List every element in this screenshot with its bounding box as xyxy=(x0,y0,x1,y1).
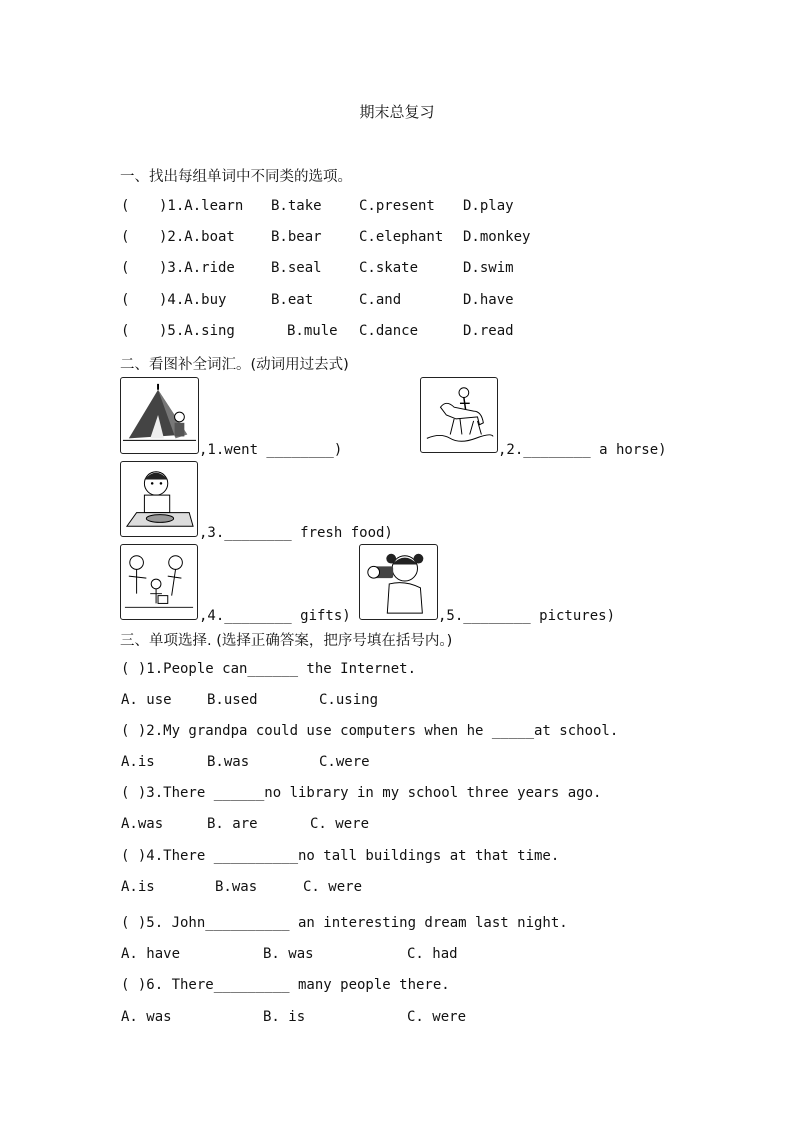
option-d: D.play xyxy=(463,198,514,214)
choice-b: B.used xyxy=(207,692,258,708)
girl-camera-icon xyxy=(359,544,438,620)
answer-paren[interactable]: ( xyxy=(121,323,130,339)
choice-c: C.using xyxy=(319,692,379,708)
choice-b: B. are xyxy=(207,816,258,832)
choice-b: B.was xyxy=(215,879,258,895)
option-c: C.skate xyxy=(359,260,419,276)
option-d: D.monkey xyxy=(463,229,531,245)
section-2-heading: 二、看图补全词汇。(动词用过去式) xyxy=(120,357,349,373)
answer-paren[interactable]: ( xyxy=(121,260,130,276)
choice-a: A. was xyxy=(121,1009,172,1025)
option-d: D.read xyxy=(463,323,514,339)
choice-a: A. use xyxy=(121,692,172,708)
option-a: )3.A.ride xyxy=(159,260,235,276)
question-1[interactable]: ( )1.People can______ the Internet. xyxy=(121,661,417,677)
choice-b: B.was xyxy=(207,754,250,770)
choice-c: C. were xyxy=(407,1009,467,1025)
boy-eating-icon xyxy=(120,461,198,537)
option-d: D.have xyxy=(463,292,514,308)
choice-a: A. have xyxy=(121,946,181,962)
question-6[interactable]: ( )6. There_________ many people there. xyxy=(121,977,450,993)
option-c: C.dance xyxy=(359,323,419,339)
blank-item-1[interactable]: ,1.went ________) xyxy=(199,442,343,458)
option-a: )5.A.sing xyxy=(159,323,235,339)
choice-b: B. is xyxy=(263,1009,306,1025)
answer-paren[interactable]: ( xyxy=(121,198,130,214)
answer-paren[interactable]: ( xyxy=(121,292,130,308)
option-a: )2.A.boat xyxy=(159,229,235,245)
option-c: C.present xyxy=(359,198,435,214)
choice-a: A.is xyxy=(121,754,155,770)
option-b: B.eat xyxy=(271,292,314,308)
option-b: B.bear xyxy=(271,229,322,245)
blank-item-5[interactable]: ,5.________ pictures) xyxy=(438,608,616,624)
question-2[interactable]: ( )2.My grandpa could use computers when he _____at school. xyxy=(121,723,619,739)
choice-a: A.is xyxy=(121,879,155,895)
option-d: D.swim xyxy=(463,260,514,276)
choice-c: C. were xyxy=(310,816,370,832)
choice-b: B. was xyxy=(263,946,314,962)
page-title: 期末总复习 xyxy=(359,103,435,121)
choice-c: C. were xyxy=(303,879,363,895)
section-1-heading: 一、找出每组单词中不同类的选项。 xyxy=(120,169,352,185)
option-c: C.and xyxy=(359,292,402,308)
family-gifts-icon xyxy=(120,544,198,620)
horse-riding-icon xyxy=(420,377,498,453)
question-3[interactable]: ( )3.There ______no library in my school three years ago. xyxy=(121,785,602,801)
option-a: )4.A.buy xyxy=(159,292,227,308)
blank-item-4[interactable]: ,4.________ gifts) xyxy=(199,608,351,624)
section-3-heading: 三、单项选择. (选择正确答案，把序号填在括号内。) xyxy=(120,633,453,649)
option-c: C.elephant xyxy=(359,229,444,245)
blank-item-3[interactable]: ,3.________ fresh food) xyxy=(199,525,393,541)
tent-camping-icon xyxy=(120,377,199,454)
option-b: B.take xyxy=(271,198,322,214)
choice-a: A.was xyxy=(121,816,164,832)
option-b: B.mule xyxy=(287,323,338,339)
question-5[interactable]: ( )5. John__________ an interesting dream last night. xyxy=(121,915,568,931)
answer-paren[interactable]: ( xyxy=(121,229,130,245)
choice-c: C. had xyxy=(407,946,458,962)
question-4[interactable]: ( )4.There __________no tall buildings at that time. xyxy=(121,848,560,864)
option-a: )1.A.learn xyxy=(159,198,244,214)
choice-c: C.were xyxy=(319,754,370,770)
blank-item-2[interactable]: ,2.________ a horse) xyxy=(498,442,667,458)
option-b: B.seal xyxy=(271,260,322,276)
